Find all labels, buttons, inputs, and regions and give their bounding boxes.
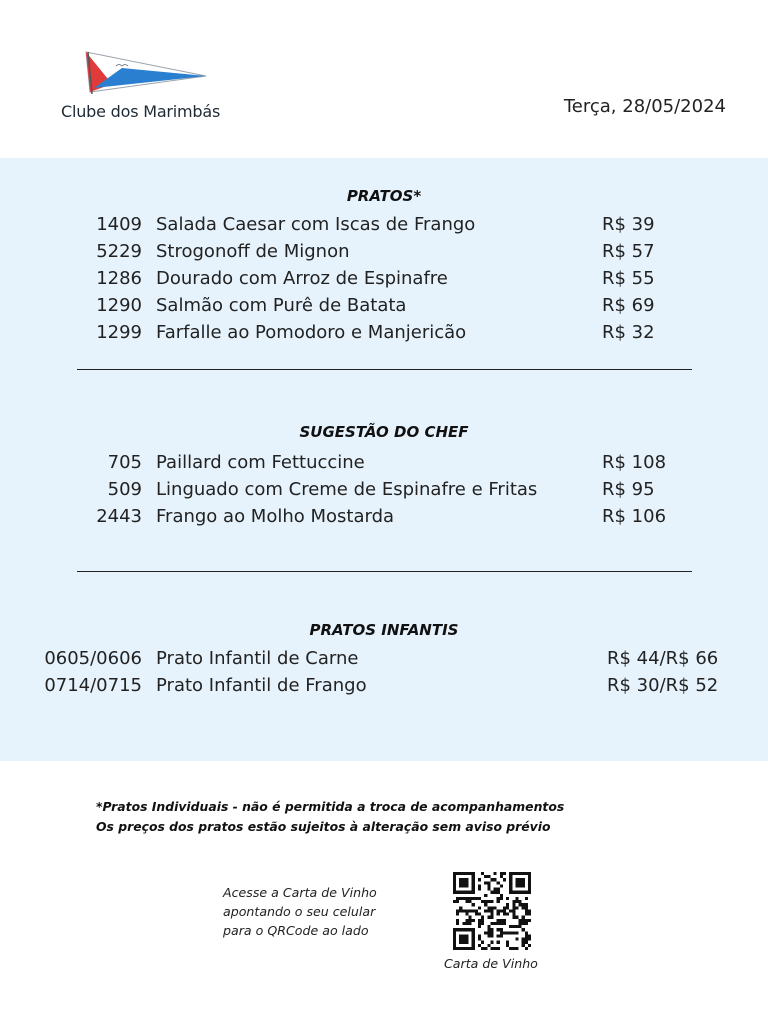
item-price: R$ 44/R$ 66 bbox=[607, 648, 719, 669]
wine-instructions bbox=[223, 883, 377, 940]
pennant-flag-logo bbox=[82, 48, 208, 96]
item-price: R$ 69 bbox=[602, 295, 655, 316]
menu-item bbox=[0, 648, 768, 675]
item-price: R$ 55 bbox=[602, 268, 655, 289]
item-code: 5229 bbox=[96, 241, 142, 262]
item-name: Prato Infantil de Carne bbox=[156, 648, 359, 669]
section-title-sugestao: SUGESTÃO DO CHEF bbox=[299, 423, 469, 441]
wine-line: Acesse a Carta de Vinho bbox=[223, 885, 377, 900]
item-code: 1286 bbox=[96, 268, 142, 289]
item-code: 1409 bbox=[96, 214, 142, 235]
item-price: R$ 95 bbox=[602, 479, 655, 500]
note-line: Os preços dos pratos estão sujeitos à alteração sem aviso prévio bbox=[96, 819, 551, 834]
item-name: Paillard com Fettuccine bbox=[156, 452, 365, 473]
menu-item bbox=[0, 268, 768, 295]
section-divider bbox=[77, 571, 692, 572]
header bbox=[0, 0, 768, 158]
wine-line: para o QRCode ao lado bbox=[223, 923, 369, 938]
item-code: 2443 bbox=[96, 506, 142, 527]
item-code: 1290 bbox=[96, 295, 142, 316]
note-line: *Pratos Individuais - não é permitida a troca de acompanhamentos bbox=[96, 799, 565, 814]
menu-item bbox=[0, 506, 768, 533]
item-name: Farfalle ao Pomodoro e Manjericão bbox=[156, 322, 467, 343]
item-code: 509 bbox=[107, 479, 142, 500]
item-price: R$ 30/R$ 52 bbox=[607, 675, 719, 696]
item-price: R$ 108 bbox=[602, 452, 667, 473]
wine-line: apontando o seu celular bbox=[223, 904, 376, 919]
item-name: Linguado com Creme de Espinafre e Fritas bbox=[156, 479, 538, 500]
item-code: 705 bbox=[107, 452, 142, 473]
qr-caption: Carta de Vinho bbox=[444, 956, 538, 971]
section-divider bbox=[77, 369, 692, 370]
item-price: R$ 39 bbox=[602, 214, 655, 235]
item-name: Salmão com Purê de Batata bbox=[156, 295, 407, 316]
menu-item bbox=[0, 295, 768, 322]
menu-date: Terça, 28/05/2024 bbox=[563, 96, 726, 117]
item-name: Frango ao Molho Mostarda bbox=[156, 506, 395, 527]
menu-item bbox=[0, 452, 768, 479]
item-code: 0605/0606 bbox=[44, 648, 142, 669]
item-price: R$ 32 bbox=[602, 322, 655, 343]
item-name: Dourado com Arroz de Espinafre bbox=[156, 268, 448, 289]
qr-code[interactable] bbox=[451, 872, 533, 950]
item-name: Salada Caesar com Iscas de Frango bbox=[156, 214, 476, 235]
section-title-pratos: PRATOS* bbox=[346, 187, 422, 205]
item-name: Strogonoff de Mignon bbox=[156, 241, 350, 262]
menu-item bbox=[0, 241, 768, 268]
item-code: 0714/0715 bbox=[44, 675, 142, 696]
item-price: R$ 57 bbox=[602, 241, 655, 262]
menu-item bbox=[0, 675, 768, 702]
club-name: Clube dos Marimbás bbox=[61, 102, 221, 121]
menu-item bbox=[0, 479, 768, 506]
section-title-infantis: PRATOS INFANTIS bbox=[309, 621, 459, 639]
menu-notes bbox=[96, 797, 564, 837]
menu-item bbox=[0, 322, 768, 349]
item-name: Prato Infantil de Frango bbox=[156, 675, 367, 696]
menu-item bbox=[0, 214, 768, 241]
item-price: R$ 106 bbox=[602, 506, 667, 527]
item-code: 1299 bbox=[96, 322, 142, 343]
